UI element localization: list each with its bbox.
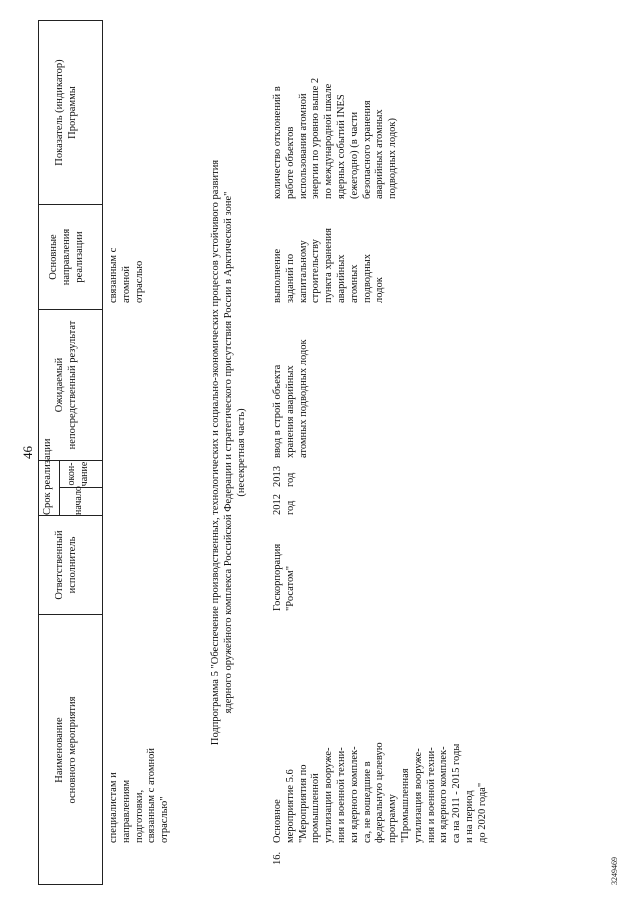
row-number: 16.	[272, 851, 283, 865]
header-end: окон- чание	[66, 461, 90, 487]
row-executor: Госкорпорация "Росатом"	[272, 543, 296, 611]
header-result: Ожидаемый непосредственный результат	[54, 320, 78, 450]
header-bottom-rule	[102, 20, 103, 885]
row-name: Основное мероприятие 5.6 "Мероприятия по промышленной утилизации вооруже- ния и военной техни- ки ядерного комплек- са, не вошедшие в федеральную целевую программу "Промышленная утилизация вооруже- ния и военной техни- ки ядерного комплек- са на 2011 - 2015 годы и на период до 2020 года"	[272, 742, 488, 843]
header-directions: Основные направления реализации	[48, 228, 85, 286]
cont-row-name: специалистам и направлениям подготовки, связанным с атомной отраслью"	[108, 748, 171, 843]
row-result: ввод в строй объекта хранения аварийных атомных подводных лодок	[272, 339, 309, 458]
header-indicator: Показатель (индикатор) Программы	[54, 59, 78, 166]
header-start: начало	[73, 486, 84, 515]
col-border	[38, 515, 102, 516]
row-start: 2012 год	[272, 494, 296, 515]
cont-row-directions: связанным с атомной отраслью	[108, 247, 145, 303]
header-period: Срок реализации	[42, 438, 53, 515]
header-executor: Ответственный исполнитель	[54, 530, 78, 600]
period-sub-rule	[59, 461, 60, 516]
row-indicator: количество отклонений в работе объектов использования атомной энергии по уровню выше 2 по международной шкале ядерных событий INES (ежегодно) (в части безопасного хранения аварийных атомных подводных лодок)	[272, 77, 399, 199]
header-name: Наименование основного мероприятия	[54, 696, 78, 804]
row-end: 2013 год	[272, 466, 296, 487]
col-border	[38, 884, 102, 885]
table-top-rule	[38, 20, 39, 885]
row-directions: выполнение заданий по капитальному строительству пункта хранения аварийных атомных подводных лодок	[272, 228, 386, 303]
subprogram-heading: Подпрограмма 5 "Обеспечение производственных, технологических и социально-экономических процессов устойчивого развития ядерного оружейного комплекса Российской Федерации и стратегического присутствия России в Арктической зоне" (несекретная часть)	[210, 159, 247, 746]
page-number: 46	[20, 446, 35, 459]
col-border	[38, 614, 102, 615]
rotated-content	[20, 20, 620, 885]
document-id: 3249469	[610, 857, 619, 885]
